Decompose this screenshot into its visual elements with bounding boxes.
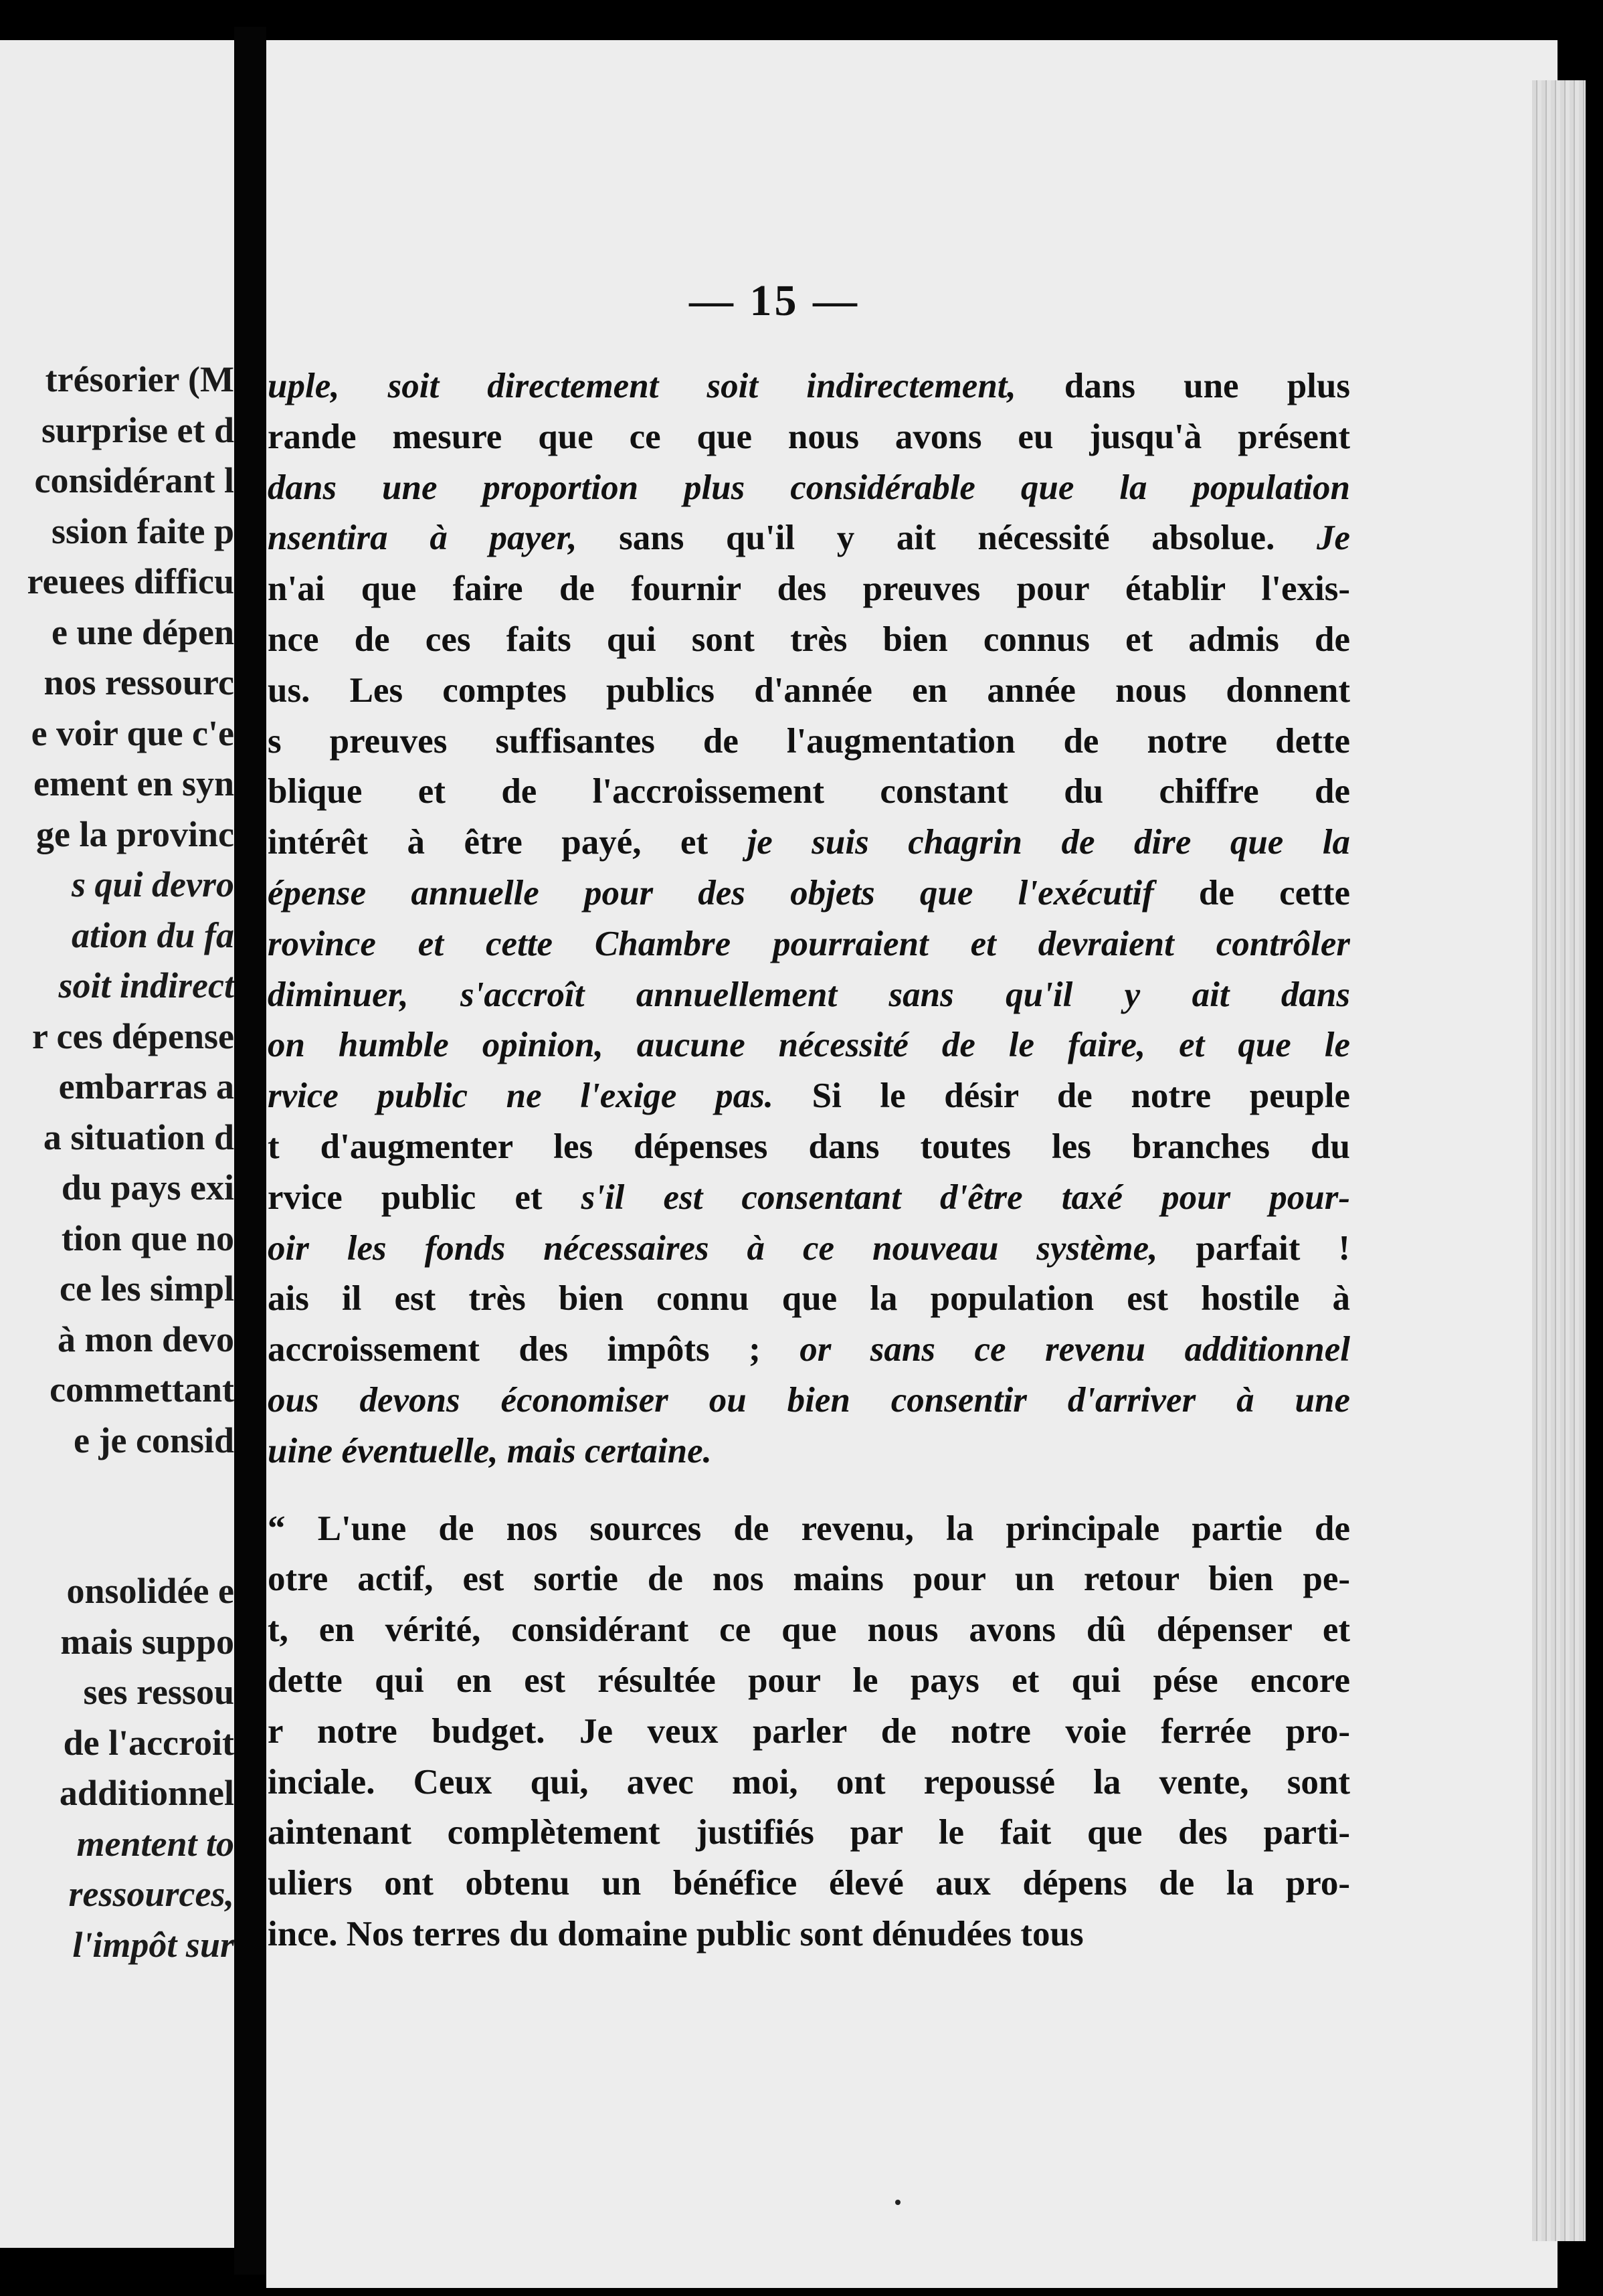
text-run: t d'augmenter les dépenses dans toutes les branches du xyxy=(268,1127,1350,1166)
previous-page-line: ressources, xyxy=(68,1874,234,1914)
text-run: dans une plus xyxy=(1016,367,1350,405)
paragraph-gap xyxy=(268,1477,1350,1504)
text-line xyxy=(268,412,1350,463)
ink-speck xyxy=(895,2200,901,2205)
previous-page-line: ce les simpl xyxy=(60,1268,234,1309)
previous-page-line: nos ressourc xyxy=(43,662,234,702)
italic-run: épense annuelle pour des objets que l'exécutif xyxy=(268,873,1154,913)
previous-page-line: ement en syn xyxy=(33,763,234,803)
text-line xyxy=(268,1707,1350,1757)
previous-page-line: e voir que c'e xyxy=(31,712,234,753)
previous-page-line: e une dépen xyxy=(51,611,234,652)
text-line xyxy=(268,767,1350,818)
text-run: blique et de l'accroissement constant du chiffre de xyxy=(268,772,1350,811)
previous-page-line: onsolidée e xyxy=(66,1571,234,1611)
italic-run: dans une proportion plus considérable que la population xyxy=(268,468,1350,507)
previous-page-line: mentent to xyxy=(76,1823,234,1864)
previous-page-fragment xyxy=(0,40,234,2248)
page-edges xyxy=(1532,80,1586,2241)
text-line xyxy=(268,463,1350,514)
previous-page-line: commettant xyxy=(50,1369,234,1410)
previous-page-line: ge la provinc xyxy=(36,814,234,854)
italic-run: or sans ce revenu additionnel xyxy=(799,1330,1350,1369)
previous-page-line: a situation d xyxy=(43,1117,234,1157)
text-line xyxy=(268,1224,1350,1274)
italic-run: nsentira à payer, xyxy=(268,518,577,558)
text-run: us. Les comptes publics d'année en année nous donnent xyxy=(268,670,1350,710)
text-line xyxy=(268,361,1350,412)
italic-run: diminuer, s'accroît annuellement sans qu'il y ait dans xyxy=(268,975,1350,1014)
text-run: Si le désir de notre peuple xyxy=(773,1076,1350,1116)
text-run: ais il est très bien connu que la population est hostile à xyxy=(268,1279,1350,1319)
text-run: parfait ! xyxy=(1157,1228,1350,1268)
text-run: dette qui en est résultée pour le pays et qui pése encore xyxy=(268,1660,1350,1700)
previous-page-line: e je consid xyxy=(74,1420,234,1460)
text-line xyxy=(268,1375,1350,1426)
text-line xyxy=(268,1173,1350,1224)
text-line xyxy=(268,1757,1350,1808)
previous-page-line: mais suppo xyxy=(60,1621,234,1662)
previous-page-line: additionnel xyxy=(59,1773,234,1813)
previous-page-text xyxy=(0,355,234,1970)
text-line xyxy=(268,564,1350,615)
previous-page-line: reuees difficu xyxy=(27,561,234,601)
text-line xyxy=(268,1605,1350,1656)
previous-page-line: r ces dépense xyxy=(32,1016,234,1056)
text-line xyxy=(268,513,1350,564)
previous-page-line: du pays exi xyxy=(61,1167,234,1208)
text-line xyxy=(268,1426,1350,1477)
text-run: rvice public et xyxy=(268,1177,581,1217)
text-line xyxy=(268,868,1350,919)
italic-run: Je xyxy=(1316,518,1350,558)
text-run: intérêt à être payé, et xyxy=(268,823,747,862)
text-line xyxy=(268,1504,1350,1555)
text-run: rande mesure que ce que nous avons eu jusqu'à présent xyxy=(268,417,1350,456)
italic-run: ous devons économiser ou bien consentir d'arriver à une xyxy=(268,1380,1350,1420)
text-line xyxy=(268,1909,1350,1960)
text-line xyxy=(268,1274,1350,1325)
text-run: t, en vérité, considérant ce que nous avons dû dépenser et xyxy=(268,1610,1350,1650)
text-run: s preuves suffisantes de l'augmentation de notre dette xyxy=(268,721,1350,761)
previous-page-line: ation du fa xyxy=(71,915,234,955)
page-body-text xyxy=(268,361,1350,1960)
italic-run: rovince et cette Chambre pourraient et devraient contrôler xyxy=(268,924,1350,963)
italic-run: oir les fonds nécessaires à ce nouveau système, xyxy=(268,1228,1158,1268)
text-line xyxy=(268,666,1350,716)
italic-run: uple, soit directement soit indirectement, xyxy=(268,367,1016,405)
text-run: otre actif, est sortie de nos mains pour un retour bien pe- xyxy=(268,1559,1350,1599)
previous-page-line: surprise et d xyxy=(41,409,234,450)
text-run: nce de ces faits qui sont très bien connus et admis de xyxy=(268,619,1350,659)
text-run: r notre budget. Je veux parler de notre voie ferrée pro- xyxy=(268,1711,1350,1751)
text-line xyxy=(268,1122,1350,1173)
text-run: ince. Nos terres du domaine public sont dénudées tous xyxy=(268,1914,1084,1953)
text-line xyxy=(268,1656,1350,1707)
text-line xyxy=(268,1071,1350,1122)
italic-run: je suis chagrin de dire que la xyxy=(747,823,1350,862)
text-run: n'ai que faire de fournir des preuves pour établir l'exis- xyxy=(268,569,1350,609)
text-line xyxy=(268,919,1350,970)
text-run: uliers ont obtenu un bénéfice élevé aux dépens de la pro- xyxy=(268,1864,1350,1903)
text-line xyxy=(268,615,1350,666)
italic-run: s'il est consentant d'être taxé pour pour- xyxy=(581,1177,1350,1217)
text-line xyxy=(268,1808,1350,1858)
text-run: inciale. Ceux qui, avec moi, ont repoussé la vente, sont xyxy=(268,1762,1350,1802)
italic-run: on humble opinion, aucune nécessité de le faire, et que le xyxy=(268,1026,1350,1065)
text-line xyxy=(268,716,1350,767)
book-gutter xyxy=(234,27,266,2275)
previous-page-line: de l'accroit xyxy=(63,1722,234,1763)
previous-page-line: s qui devro xyxy=(72,864,234,904)
previous-page-line: à mon devo xyxy=(57,1319,234,1359)
italic-run: uine éventuelle, mais certaine. xyxy=(268,1431,712,1470)
text-run: “ L'une de nos sources de revenu, la principale partie de xyxy=(268,1509,1350,1548)
text-line xyxy=(268,1325,1350,1375)
text-line xyxy=(268,818,1350,868)
italic-run: rvice public ne l'exige pas. xyxy=(268,1076,773,1116)
text-line xyxy=(268,970,1350,1021)
text-line xyxy=(268,1554,1350,1605)
previous-page-line: l'impôt sur xyxy=(72,1924,234,1965)
previous-page-line: tion que no xyxy=(61,1218,234,1258)
text-line xyxy=(268,1858,1350,1909)
text-run: de cette xyxy=(1153,873,1350,913)
previous-page-line: embarras a xyxy=(58,1066,234,1107)
text-line xyxy=(268,1020,1350,1071)
previous-page-line: considérant l xyxy=(34,460,234,500)
paragraph-gap xyxy=(0,1466,234,1566)
page-number: — 15 — xyxy=(689,276,860,325)
text-run: aintenant complètement justifiés par le fait que des parti- xyxy=(268,1813,1350,1852)
previous-page-line: ses ressou xyxy=(83,1672,234,1712)
previous-page-line: ssion faite p xyxy=(51,510,234,551)
previous-page-line: trésorier (M xyxy=(45,359,234,399)
previous-page-line: soit indirect xyxy=(58,965,234,1006)
text-run: accroissement des impôts ; xyxy=(268,1330,800,1369)
text-run: sans qu'il y ait nécessité absolue. xyxy=(577,518,1317,558)
